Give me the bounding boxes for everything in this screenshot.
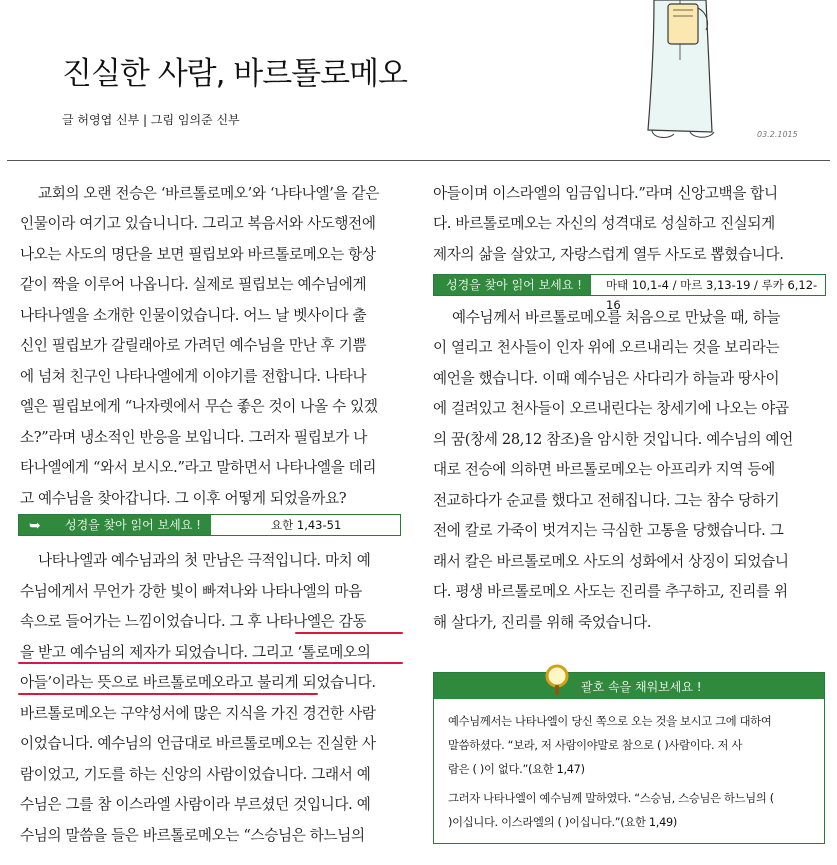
quiz-line: 그러자 나타나엘이 예수님께 말하였다. “스승님, 스승님은 하느님의 ( xyxy=(448,792,774,805)
scripture-reference-bar xyxy=(433,274,826,312)
text-line: 이 열리고 천사들이 인자 위에 오르내리는 것을 보리라는 xyxy=(433,339,780,356)
text-line: 엘은 필립보에게 “나자렛에서 무슨 좋은 것이 나올 수 있겠 xyxy=(20,398,378,415)
text-line: 예언을 했습니다. 이때 예수님은 사다리가 하늘과 땅사이 xyxy=(433,370,780,387)
reference-label-text: 성경을 찾아 읽어 보세요 ! xyxy=(65,518,201,532)
apostle-illustration xyxy=(640,0,730,145)
highlight-underline xyxy=(18,693,318,695)
text-line: 교회의 오랜 전승은 ‘바르톨로메오’와 ‘나타나엘’을 같은 xyxy=(38,185,380,202)
text-line: 나오는 사도의 명단을 보면 필립보와 바르톨로메오는 항상 xyxy=(20,246,376,263)
quiz-box xyxy=(433,672,825,844)
text-line: 수님의 말씀을 들은 바르톨로메오는 “스승님은 하느님의 xyxy=(20,827,365,844)
quiz-line: 예수님께서는 나타나엘이 당신 쪽으로 오는 것을 보시고 그에 대하여 xyxy=(448,715,772,728)
magnifier-icon xyxy=(542,663,572,697)
text-line: 고 예수님을 찾아갑니다. 그 이후 어떻게 되었을까요? xyxy=(20,490,347,507)
quiz-title: 괄호 속을 채워보세요 ! xyxy=(581,680,702,694)
text-line: 같이 짝을 이루어 나옵니다. 실제로 필립보는 예수님에게 xyxy=(20,276,367,293)
text-line: 에 걸려있고 천사들이 오르내린다는 창세기에 나오는 야곱 xyxy=(433,400,789,417)
reference-text: 마태 10,1-4 / 마르 3,13-19 / 루카 6,12-16 xyxy=(606,278,818,312)
text-line: 제자의 삶을 살았고, 자랑스럽게 열두 사도로 뽑혔습니다. xyxy=(433,246,784,263)
reference-label-text: 성경을 찾아 읽어 보세요 ! xyxy=(446,278,582,292)
article-title: 진실한 사람, 바르톨로메오 xyxy=(62,56,407,92)
quiz-line: )이십니다. 이스라엘의 ( )이십니다.”(요한 1,49) xyxy=(448,816,677,829)
text-line: 아들이며 이스라엘의 임금입니다.”라며 신앙고백을 합니 xyxy=(433,185,778,202)
text-line: 속으로 들어가는 느낌이었습니다. 그 후 나타나엘은 감동 xyxy=(20,613,367,630)
text-line: 인물이라 여기고 있습니니다. 그리고 복음서와 사도행전에 xyxy=(20,215,376,232)
header-divider xyxy=(7,160,830,161)
text-line: 이었습니다. 예수님의 언급대로 바르톨로메오는 진실한 사 xyxy=(20,735,376,752)
text-line: 람이었고, 기도를 하는 신앙의 사람이었습니다. 그래서 예 xyxy=(20,766,371,783)
reference-label xyxy=(19,515,211,535)
text-line: 아들’이라는 뜻으로 바르톨로메오라고 불리게 되었습니다. xyxy=(20,674,376,691)
scripture-reference-bar xyxy=(18,514,401,536)
text-line: 바르톨로메오는 구약성서에 많은 지식을 가진 경건한 사람 xyxy=(20,705,376,722)
text-line: 의 꿈(창세 28,12 참조)을 암시한 것입니다. 예수님의 예언 xyxy=(433,431,793,448)
text-line: 신인 필립보가 갈릴래아로 가려던 예수님을 만난 후 기쁨 xyxy=(20,337,367,354)
byline: 글 허영엽 신부 | 그림 임의준 신부 xyxy=(62,113,240,127)
highlight-underline xyxy=(18,662,403,664)
text-line: 해 살다가, 진리를 위해 죽었습니다. xyxy=(433,614,652,631)
artist-signature: 03.2.1015 xyxy=(757,130,798,139)
reference-text: 요한 1,43-51 xyxy=(271,518,342,532)
highlight-underline xyxy=(295,632,403,634)
text-line: 다. 바르톨로메오는 자신의 성격대로 성실하고 진실되게 xyxy=(433,215,775,232)
arrow-icon: ➥ xyxy=(29,518,41,534)
text-line: 수님에게서 무언가 강한 빛이 빠져나와 나타나엘의 마음 xyxy=(20,583,362,600)
text-line: 다. 평생 바르톨로메오 사도는 진리를 추구하고, 진리를 위 xyxy=(433,583,788,600)
text-line: 래서 칼은 바르톨로메오 사도의 성화에서 상징이 되었습니 xyxy=(433,553,789,570)
quiz-line: 람은 ( )이 없다.”(요한 1,47) xyxy=(448,763,585,776)
text-line: 전에 칼로 가죽이 벗겨지는 극심한 고통을 당했습니다. 그 xyxy=(433,522,784,539)
quiz-line: 말씀하셨다. “보라, 저 사람이야말로 참으로 ( )사람이다. 저 사 xyxy=(448,739,743,752)
text-line: 타나엘에게 “와서 보시오.”라고 말하면서 나타나엘을 데리 xyxy=(20,459,377,476)
text-line: 나타나엘과 예수님과의 첫 만남은 극적입니다. 마치 예 xyxy=(38,552,371,569)
quiz-header xyxy=(434,673,824,699)
reference-label xyxy=(434,275,591,295)
text-line: 수님은 그를 참 이스라엘 사람이라 부르셨던 것입니다. 예 xyxy=(20,796,371,813)
text-line: 예수님께서 바르톨로메오를 처음으로 만났을 때, 하늘 xyxy=(452,309,781,326)
text-line: 에 넘쳐 친구인 나타나엘에게 이야기를 전합니다. 나타나 xyxy=(20,368,367,385)
text-line: 전교하다가 순교를 했다고 전해집니다. 그는 참수 당하기 xyxy=(433,492,780,509)
text-line: 소?”라며 냉소적인 반응을 보입니다. 그러자 필립보가 나 xyxy=(20,429,368,446)
text-line: 나타나엘을 소개한 인물이었습니다. 어느 날 벳사이다 출 xyxy=(20,307,367,324)
text-line: 대로 전승에 의하면 바르톨로메오는 아프리카 지역 등에 xyxy=(433,461,775,478)
text-line: 을 받고 예수님의 제자가 되었습니다. 그리고 ‘톨로메오의 xyxy=(20,644,371,661)
